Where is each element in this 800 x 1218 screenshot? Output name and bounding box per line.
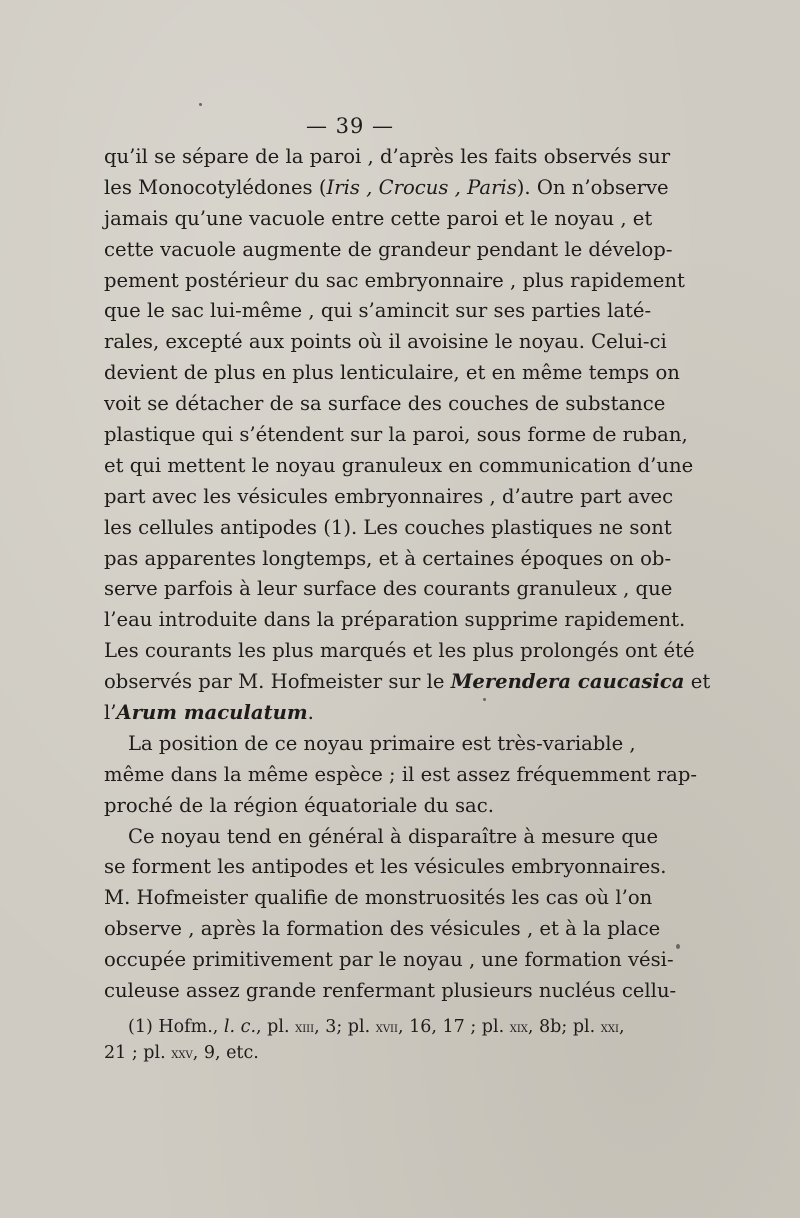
text-line: même dans la même espèce ; il est assez fréquemment rap- — [104, 762, 697, 786]
text-line: serve parfois à leur surface des courants granuleux , que — [104, 577, 673, 601]
plate-numeral: xiii — [295, 1018, 315, 1036]
text-line: part avec les vésicules embryonnaires , d’autre part avec — [104, 484, 674, 508]
body-text — [104, 142, 711, 1007]
page-number: — 39 — — [305, 114, 395, 138]
paper-speck — [199, 103, 202, 106]
plate-numeral: xix — [509, 1018, 528, 1036]
text-line: devient de plus en plus lenticulaire, et en même temps on — [104, 361, 680, 385]
italic-text: l. c. — [223, 1017, 257, 1037]
text-line: plastique qui s’étendent sur la paroi, sous forme de ruban, — [104, 423, 688, 447]
text-line: voit se détacher de sa surface des couches de substance — [104, 392, 666, 416]
text-line: culeuse assez grande renfermant plusieurs nucléus cellu- — [104, 979, 677, 1003]
text-line: La position de ce noyau primaire est très-variable , — [128, 731, 636, 755]
paper-speck — [676, 944, 680, 949]
footnote-line: 21 ; pl. xxv, 9, etc. — [104, 1043, 259, 1063]
text-line: proché de la région équatoriale du sac. — [104, 793, 494, 817]
species-name: Arum maculatum — [116, 701, 308, 725]
paper-speck — [483, 698, 486, 701]
text-line: occupée primitivement par le noyau , une formation vési- — [104, 948, 674, 972]
italic-text: Iris , Crocus , Paris — [326, 175, 517, 199]
text-line: les cellules antipodes (1). Les couches plastiques ne sont — [104, 515, 672, 539]
text-line: l’eau introduite dans la préparation supprime rapidement. — [104, 608, 686, 632]
text-line: l’Arum maculatum. — [104, 701, 314, 725]
text-line: les Monocotylédones (Iris , Crocus , Paris). On n’observe — [104, 175, 669, 199]
text-line: rales, excepté aux points où il avoisine le noyau. Celui-ci — [104, 330, 667, 354]
text-line: jamais qu’une vacuole entre cette paroi et le noyau , et — [104, 206, 653, 230]
text-line: Ce noyau tend en général à disparaître à mesure que — [128, 824, 659, 848]
plate-numeral: xxv — [171, 1044, 193, 1062]
text-line: observés par M. Hofmeister sur le Merendera caucasica et — [104, 670, 711, 694]
text-line: se forment les antipodes et les vésicules embryonnaires. — [104, 855, 667, 879]
footnote — [104, 1014, 625, 1066]
species-name: Merendera caucasica — [450, 670, 685, 694]
text-line: que le sac lui-même , qui s’amincit sur ses parties laté- — [104, 299, 652, 323]
text-line: observe , après la formation des vésicules , et à la place — [104, 917, 661, 941]
text-line: pas apparentes longtemps, et à certaines époques on ob- — [104, 546, 672, 570]
plate-numeral: xxi — [600, 1018, 619, 1036]
text-line: Les courants les plus marqués et les plus prolongés ont été — [104, 639, 695, 663]
text-line: pement postérieur du sac embryonnaire , plus rapidement — [104, 268, 685, 292]
footnote-line: (1) Hofm., l. c., pl. xiii, 3; pl. xvii, 16, 17 ; pl. xix, 8b; pl. xxi, — [128, 1017, 625, 1037]
text-line: qu’il se sépare de la paroi , d’après les faits observés sur — [104, 145, 671, 168]
text-line: cette vacuole augmente de grandeur pendant le dévelop- — [104, 237, 673, 261]
plate-numeral: xvii — [375, 1018, 398, 1036]
text-line: et qui mettent le noyau granuleux en communication d’une — [104, 453, 694, 477]
text-line: M. Hofmeister qualifie de monstruosités les cas où l’on — [104, 886, 653, 910]
